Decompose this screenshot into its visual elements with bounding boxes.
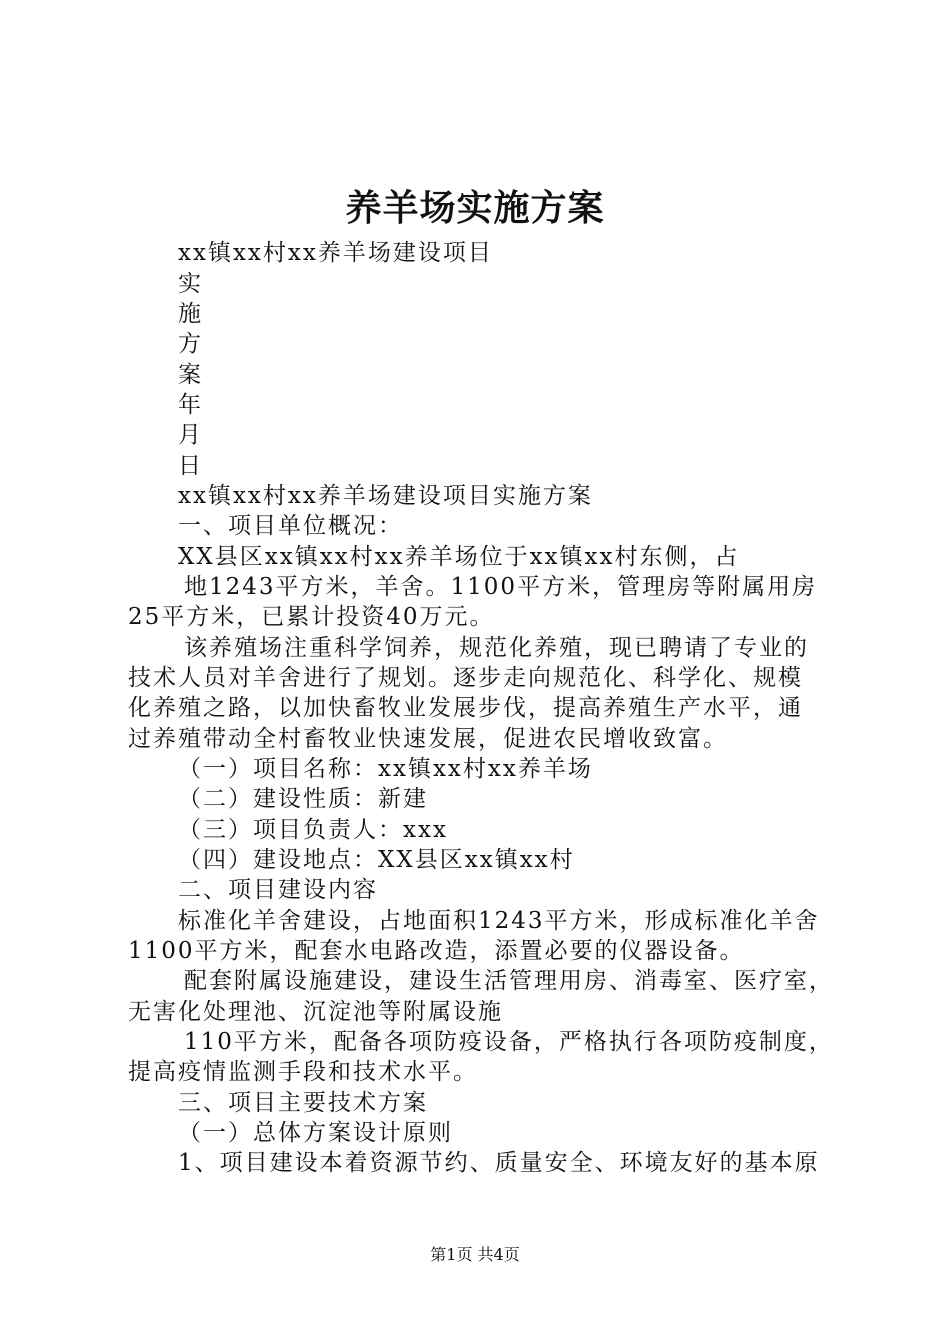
text-line: 提高疫情监测手段和技术水平。 bbox=[128, 1059, 478, 1085]
text-line: 年 bbox=[178, 392, 203, 418]
text-line: xx镇xx村xx养羊场建设项目 bbox=[178, 240, 493, 266]
text-line: 110平方米，配备各项防疫设备，严格执行各项防疫制度， bbox=[184, 1029, 834, 1055]
text-line: 配套附属设施建设，建设生活管理用房、消毒室、医疗室， bbox=[184, 968, 834, 994]
text-line: 技术人员对羊舍进行了规划。逐步走向规范化、科学化、规模 bbox=[128, 665, 803, 691]
text-line: XX县区xx镇xx村xx养羊场位于xx镇xx村东侧，占 bbox=[178, 544, 740, 570]
text-line: （一）总体方案设计原则 bbox=[178, 1120, 453, 1146]
document-title: 养羊场实施方案 bbox=[345, 187, 605, 229]
section-heading: 二、项目建设内容 bbox=[178, 877, 378, 903]
text-line: 化养殖之路，以加快畜牧业发展步伐，提高养殖生产水平，通 bbox=[128, 695, 803, 721]
text-line: （四）建设地点：XX县区xx镇xx村 bbox=[178, 847, 575, 873]
text-line: 案 bbox=[178, 362, 203, 388]
text-line: 月 bbox=[178, 422, 203, 448]
text-line: 实 bbox=[178, 271, 203, 297]
text-line: xx镇xx村xx养羊场建设项目实施方案 bbox=[178, 483, 593, 509]
text-line: 地1243平方米，羊舍。1100平方米，管理房等附属用房 bbox=[184, 574, 818, 600]
text-line: 标准化羊舍建设，占地面积1243平方米，形成标准化羊舍 bbox=[178, 908, 820, 934]
text-line: （二）建设性质：新建 bbox=[178, 786, 428, 812]
text-line: 该养殖场注重科学饲养，规范化养殖，现已聘请了专业的 bbox=[184, 635, 809, 661]
text-line: （一）项目名称：xx镇xx村xx养羊场 bbox=[178, 756, 593, 782]
text-line: 1100平方米，配套水电路改造，添置必要的仪器设备。 bbox=[128, 938, 745, 964]
text-line: 无害化处理池、沉淀池等附属设施 bbox=[128, 999, 503, 1025]
text-line: 施 bbox=[178, 301, 203, 327]
text-line: 日 bbox=[178, 453, 203, 479]
page-footer: 第1页 共4页 bbox=[430, 1245, 520, 1264]
text-line: 过养殖带动全村畜牧业快速发展，促进农民增收致富。 bbox=[128, 726, 728, 752]
text-line: 方 bbox=[178, 331, 203, 357]
text-line: 1、项目建设本着资源节约、质量安全、环境友好的基本原 bbox=[178, 1150, 820, 1176]
section-heading: 一、项目单位概况： bbox=[178, 513, 403, 539]
text-line: （三）项目负责人：xxx bbox=[178, 817, 448, 843]
section-heading: 三、项目主要技术方案 bbox=[178, 1090, 428, 1116]
text-line: 25平方米，已累计投资40万元。 bbox=[128, 604, 495, 630]
